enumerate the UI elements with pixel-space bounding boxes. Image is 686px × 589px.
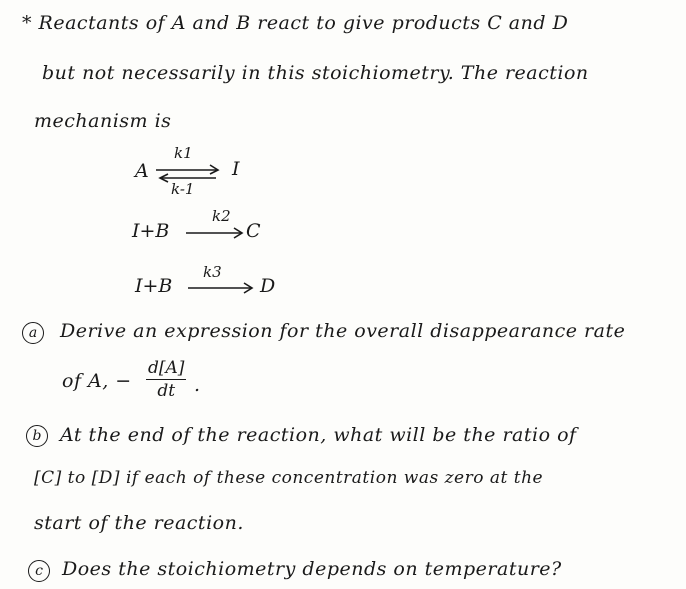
- question-a-line-2-prefix: of A, −: [62, 370, 132, 392]
- reaction-3-reactants: I+B: [135, 275, 173, 297]
- question-b-marker: b: [26, 425, 48, 447]
- intro-line-1: [22, 12, 568, 34]
- rate-fraction: [146, 358, 186, 401]
- rate-fraction-numerator: d[A]: [148, 358, 185, 378]
- reaction-1-product: I: [232, 158, 240, 180]
- reaction-2-product: C: [246, 220, 261, 242]
- intro-text-1: Reactants of A and B react to give products C and D: [38, 12, 569, 34]
- reaction-3-product: D: [260, 275, 276, 297]
- question-c-line-1: Does the stoichiometry depends on temperature?: [62, 558, 562, 580]
- intro-line-3: mechanism is: [34, 110, 172, 132]
- fraction-bar: [146, 379, 186, 380]
- question-b-line-1: At the end of the reaction, what will be the ratio of: [60, 424, 577, 446]
- question-c-marker: c: [28, 560, 50, 582]
- reaction-3-arrow: [186, 281, 256, 295]
- rate-constant-k2: k2: [212, 207, 231, 225]
- question-b-line-3: start of the reaction.: [34, 512, 244, 534]
- reaction-1-reactant: A: [135, 160, 149, 182]
- rate-constant-k1: k1: [174, 144, 193, 162]
- rate-constant-k-minus-1: k-1: [171, 180, 195, 198]
- question-a-line-1: Derive an expression for the overall disappearance rate: [60, 320, 626, 342]
- reaction-2-arrow: [184, 226, 246, 240]
- reaction-2-reactants: I+B: [132, 220, 170, 242]
- intro-line-2: but not necessarily in this stoichiometry. The reaction: [42, 62, 589, 84]
- intro-marker: *: [22, 12, 32, 34]
- question-a-marker: a: [22, 322, 44, 344]
- question-a-line-2-suffix: .: [194, 374, 201, 396]
- question-b-line-2: [C] to [D] if each of these concentration was zero at the: [34, 468, 544, 488]
- rate-fraction-denominator: dt: [157, 381, 176, 401]
- rate-constant-k3: k3: [203, 263, 222, 281]
